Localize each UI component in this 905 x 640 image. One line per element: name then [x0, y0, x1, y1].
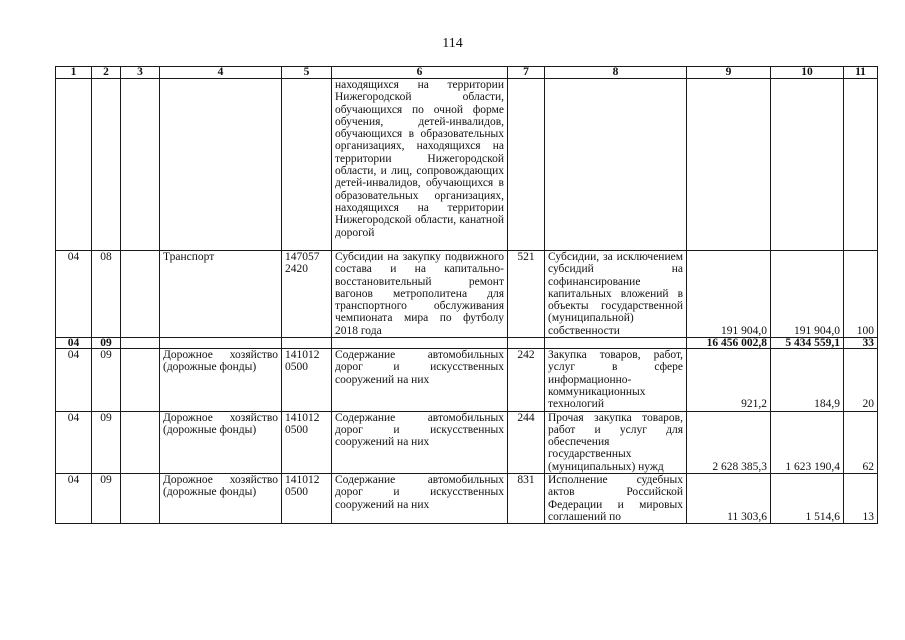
section-cell: 04 — [56, 251, 92, 338]
expense-name-cell: Исполнение судебных актов Российской Федерации и мировых соглашений по — [545, 474, 687, 524]
expense-name-cell: Прочая закупка товаров, работ и услуг для обеспечения государственных (муниципальных) нужд — [545, 411, 687, 473]
description-cell: Содержание автомобильных дорог и искусственных сооружений на них — [332, 411, 508, 473]
description-cell: находящихся на территории Нижегородской области, обучающихся по очной форме обучения, детей-инвалидов, обучающихся в образовательных организациях, находящихся на территории Нижегородской области, и лиц, сопровождающих детей-инвалидов, обучающихся в образовательных организациях, находящихся на территории Нижегородской области, канатной дорогой — [332, 79, 508, 251]
section-cell: 04 — [56, 411, 92, 473]
subsection-cell: 09 — [92, 411, 121, 473]
table-row-transport — [56, 251, 878, 338]
name-cell: Дорожное хозяйство (дорожные фонды) — [160, 411, 282, 473]
table-row-continuation — [56, 79, 878, 251]
budget-table — [55, 66, 878, 524]
subsection-cell: 09 — [92, 474, 121, 524]
target-code-cell: 141012 0500 — [282, 349, 332, 411]
column-number: 1 — [56, 67, 92, 79]
section-cell: 04 — [56, 338, 92, 349]
subsection-cell: 09 — [92, 349, 121, 411]
column-number: 10 — [771, 67, 844, 79]
actual-cell: 191 904,0 — [771, 251, 844, 338]
section-cell: 04 — [56, 349, 92, 411]
name-cell: Дорожное хозяйство (дорожные фонды) — [160, 349, 282, 411]
name-cell: Дорожное хозяйство (дорожные фонды) — [160, 474, 282, 524]
column-number: 7 — [508, 67, 545, 79]
page-number: 114 — [442, 36, 463, 51]
plan-cell: 2 628 385,3 — [687, 411, 771, 473]
plan-cell: 191 904,0 — [687, 251, 771, 338]
column-number: 8 — [545, 67, 687, 79]
actual-cell: 184,9 — [771, 349, 844, 411]
expense-type-cell: 831 — [508, 474, 545, 524]
actual-cell: 5 434 559,1 — [771, 338, 844, 349]
table-row — [56, 474, 878, 524]
percent-cell: 13 — [844, 474, 878, 524]
column-number: 5 — [282, 67, 332, 79]
plan-cell: 921,2 — [687, 349, 771, 411]
table-row — [56, 349, 878, 411]
name-cell: Транспорт — [160, 251, 282, 338]
target-code-cell: 141012 0500 — [282, 474, 332, 524]
column-number: 4 — [160, 67, 282, 79]
actual-cell: 1 623 190,4 — [771, 411, 844, 473]
actual-cell: 1 514,6 — [771, 474, 844, 524]
column-number: 9 — [687, 67, 771, 79]
percent-cell: 62 — [844, 411, 878, 473]
expense-type-cell: 242 — [508, 349, 545, 411]
expense-name-cell: Субсидии, за исключением субсидий на софинансирование капитальных вложений в объекты государственной (муниципальной) собственности — [545, 251, 687, 338]
column-number: 6 — [332, 67, 508, 79]
expense-type-cell: 244 — [508, 411, 545, 473]
column-number: 3 — [121, 67, 160, 79]
column-number-row — [56, 67, 878, 79]
section-cell: 04 — [56, 474, 92, 524]
percent-cell: 100 — [844, 251, 878, 338]
expense-type-cell: 521 — [508, 251, 545, 338]
description-cell: Содержание автомобильных дорог и искусственных сооружений на них — [332, 474, 508, 524]
column-number: 11 — [844, 67, 878, 79]
subsection-cell: 08 — [92, 251, 121, 338]
plan-cell: 11 303,6 — [687, 474, 771, 524]
table-row-total-0409 — [56, 338, 878, 349]
table-row — [56, 411, 878, 473]
target-code-cell: 147057 2420 — [282, 251, 332, 338]
subsection-cell: 09 — [92, 338, 121, 349]
description-cell: Субсидии на закупку подвижного состава и на капитально-восстановительный ремонт вагонов метрополитена для транспортного обслуживания чемпионата мира по футболу 2018 года — [332, 251, 508, 338]
description-cell: Содержание автомобильных дорог и искусственных сооружений на них — [332, 349, 508, 411]
target-code-cell: 141012 0500 — [282, 411, 332, 473]
plan-cell: 16 456 002,8 — [687, 338, 771, 349]
percent-cell: 20 — [844, 349, 878, 411]
expense-name-cell: Закупка товаров, работ, услуг в сфере информационно-коммуникационных технологий — [545, 349, 687, 411]
column-number: 2 — [92, 67, 121, 79]
percent-cell: 33 — [844, 338, 878, 349]
